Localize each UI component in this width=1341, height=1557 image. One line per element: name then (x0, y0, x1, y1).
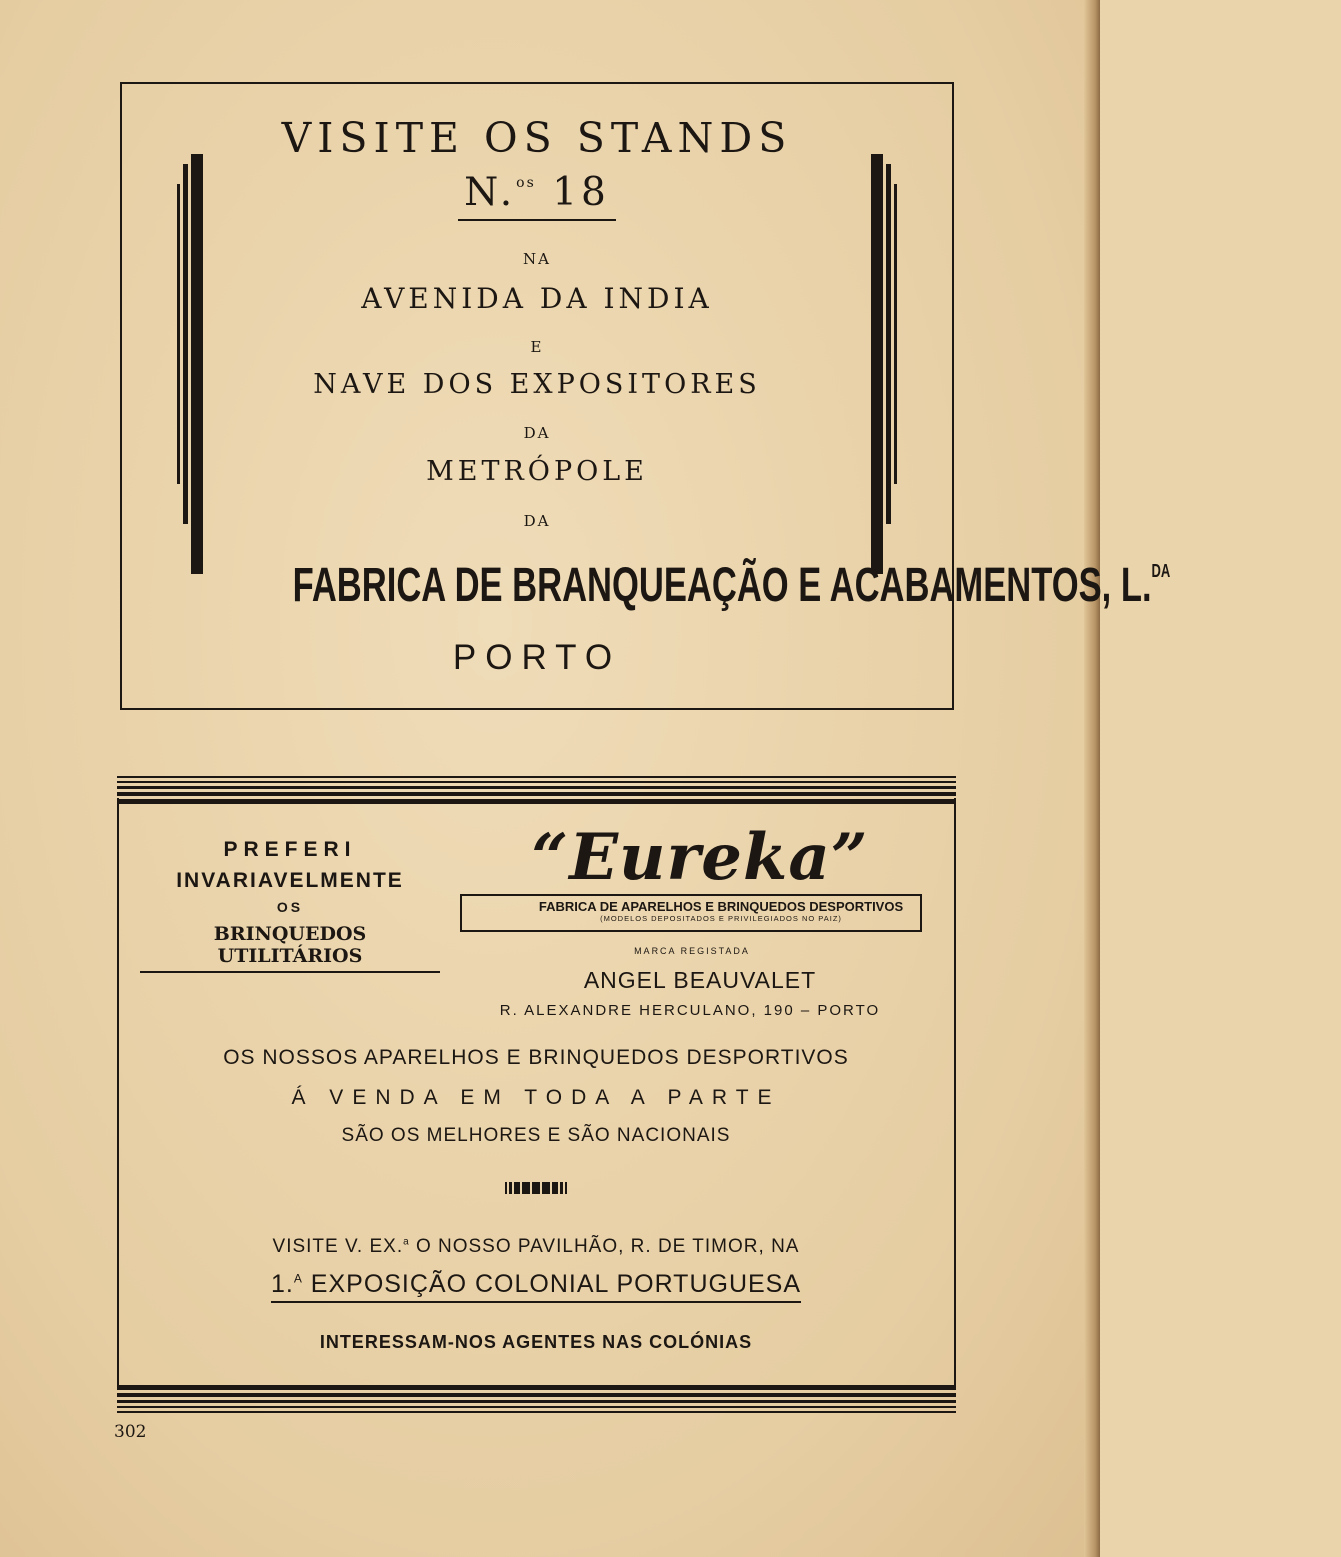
slogan-line-1: OS NOSSOS APARELHOS E BRINQUEDOS DESPORTIVOS (223, 1046, 849, 1069)
nave-label: NAVE DOS EXPOSITORES (313, 369, 761, 400)
stands-advert (120, 82, 1171, 710)
stands-title: VISITE OS STANDS (281, 114, 793, 162)
eureka-logo (460, 820, 924, 958)
slogan-line-3: SÃO OS MELHORES E SÃO NACIONAIS (341, 1125, 731, 1146)
factory-label: FABRICA DE APARELHOS E BRINQUEDOS DESPORTIVOS (538, 899, 904, 914)
na-label: NA (523, 250, 551, 268)
prefer-block (140, 838, 440, 973)
prefer-os: OS (276, 899, 304, 915)
city-label: PORTO (452, 638, 622, 677)
owner-name: ANGEL BEAUVALET (583, 967, 817, 993)
models-label: (MODELOS DEPOSITADOS E PRIVILEGIADOS NO PAIZ) (600, 914, 842, 923)
agents-line: INTERESSAM-NOS AGENTES NAS COLÓNIAS (319, 1332, 753, 1352)
da-label-1: DA (523, 424, 551, 442)
exhibition-line: 1.$^A$ EXPOSIÇÃO COLONIAL PORTUGUESA (120, 1270, 952, 1303)
factory-bar (460, 894, 922, 932)
page-edge (1084, 0, 1100, 1557)
da-label-2: DA (523, 512, 551, 530)
e-label: E (530, 338, 544, 356)
bottom-rule-band (117, 1385, 956, 1416)
page-number: 302 (114, 1422, 147, 1442)
company-name: FABRICA DE BRANQUEAÇÃO E ACABAMENTOS, L.$^{DA}$ (292, 559, 1171, 612)
stand-number: N.$^{os}$ 18 (122, 170, 952, 221)
trademark-label: MARCA REGISTADA (634, 946, 750, 956)
avenida-label: AVENIDA DA INDIA (361, 282, 713, 315)
visit-line: VISITE V. EX.$^a$ O NOSSO PAVILHÃO, R. DE TIMOR, NA (272, 1236, 800, 1257)
ornament-divider (505, 1182, 567, 1194)
prefer-toys: BRINQUEDOS UTILITÁRIOS (140, 923, 440, 973)
eureka-brand: “Eureka” (531, 820, 869, 895)
metropole-label: METRÓPOLE (426, 456, 648, 487)
prefer-heading: PREFERI (223, 838, 357, 861)
prefer-subheading: INVARIAVELMENTE (176, 869, 404, 892)
slogan-line-2: Á VENDA EM TODA A PARTE (291, 1086, 781, 1109)
owner-address: R. ALEXANDRE HERCULANO, 190 – PORTO (499, 1002, 881, 1019)
